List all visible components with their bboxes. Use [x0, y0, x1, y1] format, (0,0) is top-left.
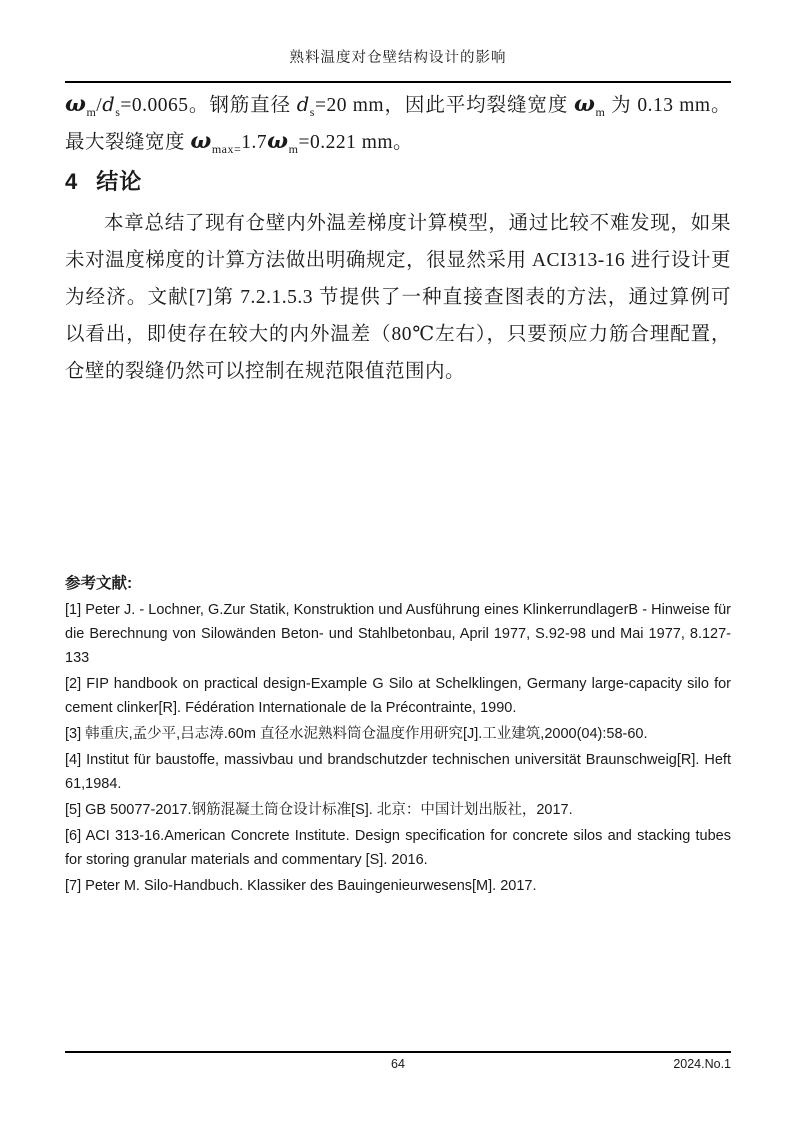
reference-item: [1] Peter J. - Lochner, G.Zur Statik, Konstruktion und Ausführung eines KlinkerrundlagerB - Hinweise für die Berechnung von Silowänden Beton- und Stahlbetonbau, April 1977, S.92-98 und Mai 1977, 8.127-133	[65, 602, 731, 666]
subscript: m	[595, 105, 606, 119]
subscript: s	[115, 105, 121, 119]
section-title: 结论	[96, 169, 143, 194]
reference-item: [4] Institut für baustoffe, massivbau und brandschutzder technischen universität Braunschweig[R]. Heft 61,1984.	[65, 752, 731, 792]
text-segment: =0.221 mm。	[298, 132, 414, 153]
reference-item: [7] Peter M. Silo-Handbuch. Klassiker des Bauingenieurwesens[M]. 2017.	[65, 878, 537, 894]
reference-item: [5] GB 50077-2017.钢筋混凝土筒仓设计标准[S]. 北京：中国计划出版社，2017.	[65, 802, 573, 818]
subscript: m	[86, 105, 97, 119]
section-heading	[65, 167, 731, 197]
issue-label: 2024.No.1	[673, 1057, 731, 1071]
page-header	[65, 48, 731, 81]
omega-symbol: ω	[267, 128, 289, 154]
running-head-title: 熟料温度对仓壁结构设计的影响	[289, 50, 507, 66]
omega-symbol: ω	[190, 128, 212, 154]
variable-d: d	[296, 93, 310, 116]
section-number: 4	[65, 169, 79, 194]
reference-item: [3] 韩重庆,孟少平,吕志涛.60m 直径水泥熟料筒仓温度作用研究[J].工业建筑,2000(04):58-60.	[65, 726, 648, 742]
text-segment: =0.0065。钢筋直径	[120, 95, 297, 116]
variable-d: d	[102, 93, 116, 116]
conclusion-paragraph: 本章总结了现有仓壁内外温差梯度计算模型，通过比较不难发现，如果未对温度梯度的计算方法做出明确规定，很显然采用 ACI313-16 进行设计更为经济。文献[7]第 7.2.1.5.3 节提供了一种直接查图表的方法，通过算例可以看出，即使存在较大的内外温差（80℃左右），只要预应力筋合理配置，仓壁的裂缝仍然可以控制在规范限值范围内。	[65, 213, 731, 382]
text-segment: 为 0.13 mm。最大裂缝宽度	[65, 95, 731, 153]
subscript: max=	[211, 142, 242, 156]
text-segment: 1.7	[241, 132, 268, 153]
references-list	[65, 598, 731, 898]
header-rule	[65, 81, 731, 83]
text-segment: =20 mm，因此平均裂缝宽度	[314, 95, 575, 116]
reference-item: [2] FIP handbook on practical design-Example G Silo at Schelklingen, Germany large-capacity silo for cement clinker[R]. Fédération Internationale de la Précontrainte, 1990.	[65, 676, 731, 716]
reference-item: [6] ACI 313-16.American Concrete Institute. Design specification for concrete silos and stacking tubes for storing granular materials and commentary [S]. 2016.	[65, 828, 731, 868]
text-segment: /	[96, 95, 103, 116]
page-footer	[65, 1051, 731, 1075]
omega-symbol: ω	[574, 91, 596, 117]
subscript: s	[309, 105, 315, 119]
intro-paragraph	[65, 87, 731, 161]
footer-row	[65, 1053, 731, 1075]
references-section	[65, 572, 731, 898]
omega-symbol: ω	[65, 91, 87, 117]
references-heading: 参考文献:	[65, 575, 133, 592]
subscript: m	[288, 142, 299, 156]
page-number: 64	[391, 1057, 405, 1071]
